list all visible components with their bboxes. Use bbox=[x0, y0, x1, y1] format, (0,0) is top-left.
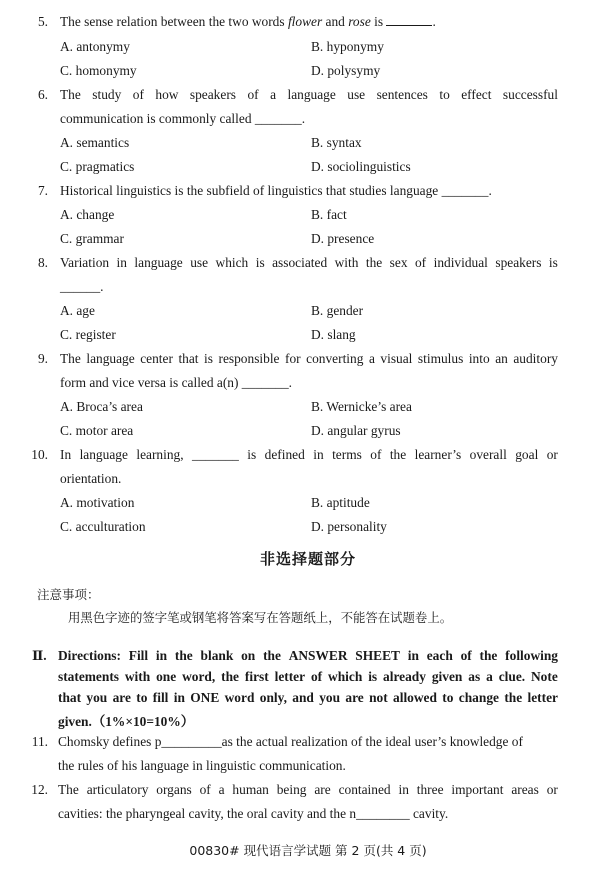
option-d: D. slang bbox=[311, 327, 356, 342]
option-a: A. antonymy bbox=[60, 39, 130, 54]
question-text: Chomsky defines p_________as the actual realization of the ideal user’s knowledge of bbox=[58, 734, 523, 749]
option-a: A. Broca’s area bbox=[60, 399, 143, 414]
question-number: 5. bbox=[37, 14, 48, 29]
option-b: B. syntax bbox=[311, 135, 362, 150]
option-a: A. change bbox=[60, 207, 115, 222]
question-number: 9. bbox=[37, 351, 48, 366]
option-a: A. semantics bbox=[60, 135, 130, 150]
option-b: B. fact bbox=[311, 207, 347, 222]
directions-line: statements with one word, the first letter of which is already given as a clue. Note bbox=[58, 669, 558, 684]
option-d: D. sociolinguistics bbox=[311, 159, 411, 174]
question-text: In language learning, _______ is defined in terms of the learner’s overall goal or bbox=[60, 447, 558, 462]
question-number: 10. bbox=[31, 447, 48, 462]
question-text: The articulatory organs of a human being are contained in three important areas or bbox=[58, 782, 558, 797]
option-b: B. aptitude bbox=[311, 495, 370, 510]
section-title: 非选择题部分 bbox=[259, 550, 356, 568]
question-text: orientation. bbox=[60, 471, 122, 486]
option-c: C. grammar bbox=[60, 231, 124, 246]
option-a: A. age bbox=[60, 303, 95, 318]
option-a: A. motivation bbox=[60, 495, 135, 510]
option-d: D. polysymy bbox=[311, 63, 381, 78]
option-d: D. angular gyrus bbox=[311, 423, 401, 438]
directions-line: that you are to fill in ONE word only, and you are not allowed to change the letter bbox=[58, 690, 558, 705]
question-number: 6. bbox=[37, 87, 48, 102]
question-text: Variation in language use which is associated with the sex of individual speakers is bbox=[60, 255, 558, 270]
question-text: The language center that is responsible for converting a visual stimulus into an auditory bbox=[60, 351, 558, 366]
part-number: Ⅱ. bbox=[32, 648, 47, 663]
option-c: C. acculturation bbox=[60, 519, 146, 534]
option-c: C. register bbox=[60, 327, 116, 342]
question-text: Historical linguistics is the subfield of linguistics that studies language _______. bbox=[60, 183, 492, 198]
option-c: C. motor area bbox=[60, 423, 134, 438]
option-c: C. homonymy bbox=[60, 63, 137, 78]
directions-line: Directions: Fill in the blank on the ANSWER SHEET in each of the following bbox=[58, 648, 558, 663]
option-b: B. hyponymy bbox=[311, 39, 384, 54]
question-number: 7. bbox=[37, 183, 48, 198]
option-d: D. personality bbox=[311, 519, 387, 534]
question-text: ______. bbox=[60, 279, 104, 294]
question-text: cavities: the pharyngeal cavity, the oral cavity and the n________ cavity. bbox=[58, 806, 449, 821]
notice-heading: 注意事项： bbox=[37, 587, 100, 602]
option-b: B. gender bbox=[311, 303, 364, 318]
page-footer: 00830# 现代语言学试题 第 2 页(共 4 页) bbox=[189, 843, 427, 858]
question-text: The sense relation between the two words flower and rose is . bbox=[60, 14, 436, 29]
option-d: D. presence bbox=[311, 231, 375, 246]
question-text: The study of how speakers of a language use sentences to effect successful bbox=[60, 87, 558, 102]
directions-line: given.（1%×10=10%） bbox=[58, 714, 195, 729]
option-b: B. Wernicke’s area bbox=[311, 399, 412, 414]
option-c: C. pragmatics bbox=[60, 159, 135, 174]
question-text: communication is commonly called _______. bbox=[60, 111, 306, 126]
question-text: form and vice versa is called a(n) _______. bbox=[60, 375, 293, 390]
question-number: 8. bbox=[37, 255, 48, 270]
question-number: 11. bbox=[31, 734, 48, 749]
notice-text: 用黑色字迹的签字笔或钢笔将答案写在答题纸上，不能答在试题卷上。 bbox=[68, 610, 453, 625]
question-number: 12. bbox=[31, 782, 48, 797]
question-text: the rules of his language in linguistic communication. bbox=[58, 758, 346, 773]
